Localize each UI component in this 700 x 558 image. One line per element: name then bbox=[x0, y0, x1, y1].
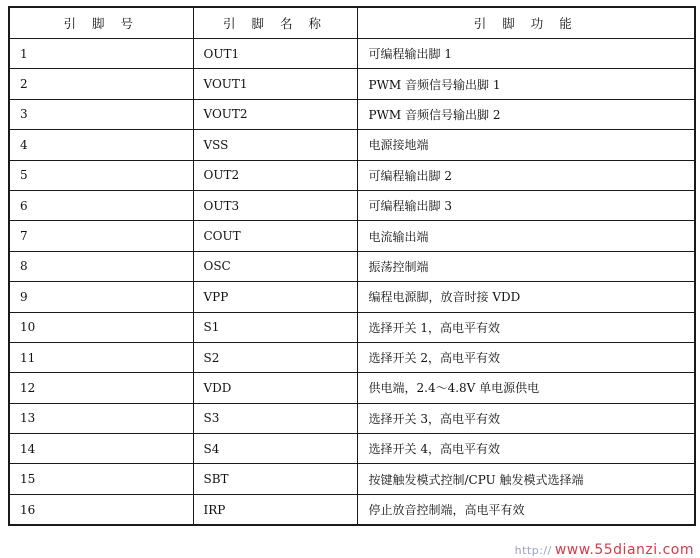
pin-number-cell: 4 bbox=[9, 130, 193, 160]
pin-function-cell: 可编程输出脚 2 bbox=[357, 160, 695, 190]
table-row bbox=[9, 434, 695, 464]
pin-number-cell: 16 bbox=[9, 494, 193, 525]
pin-name-cell: OSC bbox=[193, 251, 357, 281]
pin-number-cell: 14 bbox=[9, 434, 193, 464]
pin-number-cell: 13 bbox=[9, 403, 193, 433]
watermark-text: www.55dianzi.com bbox=[554, 542, 694, 558]
pin-function-cell: 电源接地端 bbox=[357, 130, 695, 160]
table-row bbox=[9, 69, 695, 99]
pin-function-cell: 选择开关 4，高电平有效 bbox=[357, 434, 695, 464]
pin-function-table bbox=[8, 6, 696, 526]
pin-name-cell: OUT3 bbox=[193, 190, 357, 220]
pin-number-cell: 10 bbox=[9, 312, 193, 342]
pin-number-cell: 5 bbox=[9, 160, 193, 190]
pin-name-cell: S1 bbox=[193, 312, 357, 342]
pin-number-cell: 1 bbox=[9, 39, 193, 69]
header-pin-name: 引 脚 名 称 bbox=[193, 7, 357, 39]
pin-function-cell: 选择开关 3，高电平有效 bbox=[357, 403, 695, 433]
pin-name-cell: COUT bbox=[193, 221, 357, 251]
pin-name-cell: VDD bbox=[193, 373, 357, 403]
pin-name-cell: S2 bbox=[193, 342, 357, 372]
table-row bbox=[9, 373, 695, 403]
pin-name-cell: VOUT2 bbox=[193, 99, 357, 129]
pin-function-cell: PWM 音频信号输出脚 1 bbox=[357, 69, 695, 99]
pin-number-cell: 9 bbox=[9, 282, 193, 312]
pin-number-cell: 15 bbox=[9, 464, 193, 494]
header-pin-function: 引 脚 功 能 bbox=[357, 7, 695, 39]
table-row bbox=[9, 160, 695, 190]
pin-number-cell: 11 bbox=[9, 342, 193, 372]
pin-function-cell: 振荡控制端 bbox=[357, 251, 695, 281]
pin-function-cell: 停止放音控制端，高电平有效 bbox=[357, 494, 695, 525]
watermark-prefix: http:// bbox=[514, 544, 552, 557]
table-row bbox=[9, 494, 695, 525]
pin-function-cell: 选择开关 1，高电平有效 bbox=[357, 312, 695, 342]
table-row bbox=[9, 464, 695, 494]
table-row bbox=[9, 221, 695, 251]
pin-name-cell: VPP bbox=[193, 282, 357, 312]
table-header-row bbox=[9, 7, 695, 39]
pin-name-cell: VOUT1 bbox=[193, 69, 357, 99]
pin-function-cell: 可编程输出脚 3 bbox=[357, 190, 695, 220]
pin-number-cell: 6 bbox=[9, 190, 193, 220]
pin-function-cell: 按键触发模式控制/CPU 触发模式选择端 bbox=[357, 464, 695, 494]
pin-name-cell: IRP bbox=[193, 494, 357, 525]
table-row bbox=[9, 312, 695, 342]
table-row bbox=[9, 282, 695, 312]
table-row bbox=[9, 190, 695, 220]
pin-function-cell: 编程电源脚，放音时接 VDD bbox=[357, 282, 695, 312]
table-row bbox=[9, 39, 695, 69]
table-row bbox=[9, 342, 695, 372]
pin-name-cell: VSS bbox=[193, 130, 357, 160]
pin-name-cell: SBT bbox=[193, 464, 357, 494]
pin-number-cell: 3 bbox=[9, 99, 193, 129]
table-row bbox=[9, 130, 695, 160]
pin-name-cell: S4 bbox=[193, 434, 357, 464]
pin-name-cell: OUT2 bbox=[193, 160, 357, 190]
header-pin-number: 引 脚 号 bbox=[9, 7, 193, 39]
table-row bbox=[9, 403, 695, 433]
pin-function-cell: 供电端，2.4～4.8V 单电源供电 bbox=[357, 373, 695, 403]
pin-function-cell: 可编程输出脚 1 bbox=[357, 39, 695, 69]
pin-function-cell: 选择开关 2，高电平有效 bbox=[357, 342, 695, 372]
pin-number-cell: 12 bbox=[9, 373, 193, 403]
table-row bbox=[9, 99, 695, 129]
pin-function-cell: 电流输出端 bbox=[357, 221, 695, 251]
pin-number-cell: 8 bbox=[9, 251, 193, 281]
pin-name-cell: OUT1 bbox=[193, 39, 357, 69]
pin-number-cell: 2 bbox=[9, 69, 193, 99]
table-row bbox=[9, 251, 695, 281]
site-watermark bbox=[515, 542, 694, 558]
pin-function-cell: PWM 音频信号输出脚 2 bbox=[357, 99, 695, 129]
pin-number-cell: 7 bbox=[9, 221, 193, 251]
pin-name-cell: S3 bbox=[193, 403, 357, 433]
